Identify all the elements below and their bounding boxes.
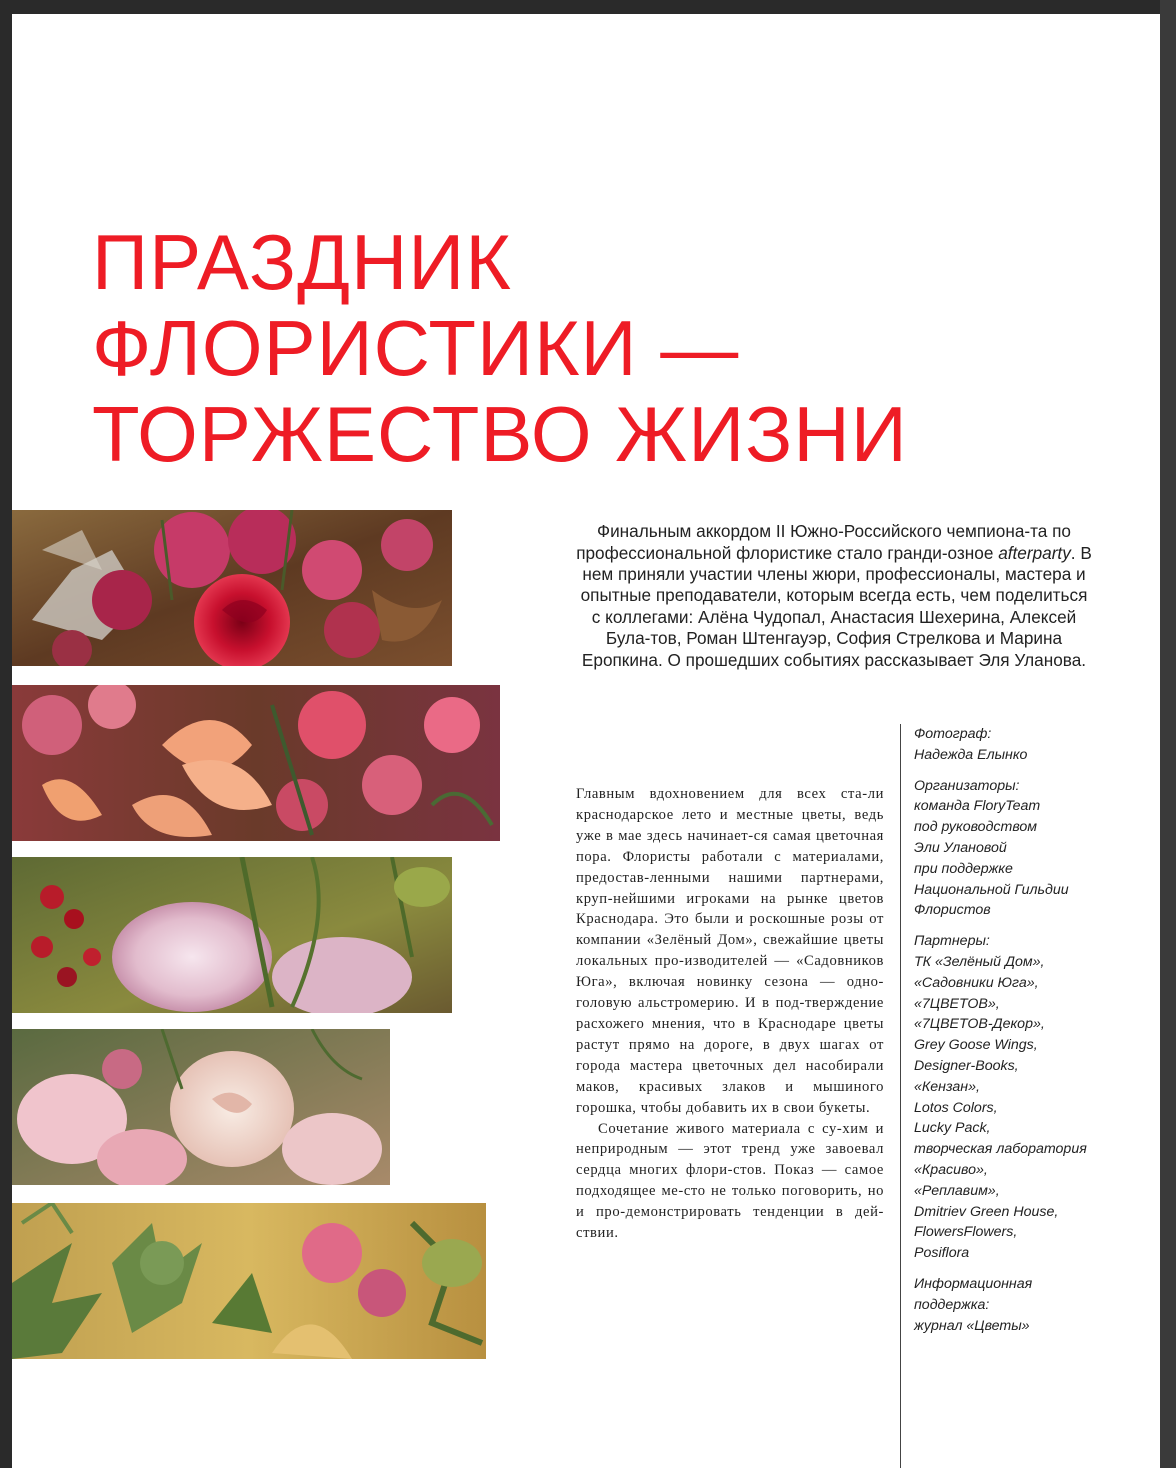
credit-photographer — [914, 724, 1154, 766]
headline-line-3: ТОРЖЕСТВО ЖИЗНИ — [92, 390, 908, 478]
credit-organizers-line: команда FloryTeam — [914, 798, 1041, 815]
credit-info-line: журнал «Цветы» — [914, 1317, 1030, 1334]
credit-info-line: поддержка: — [914, 1296, 990, 1313]
photo-green-thistle-strip — [12, 1203, 486, 1359]
credit-organizers-line: Эли Улановой — [914, 839, 1007, 856]
credit-info-support — [914, 1274, 1154, 1336]
photo-red-rose-strip — [12, 510, 452, 666]
photo-pink-roses-strip — [12, 1029, 390, 1185]
credit-organizers-line: при поддержке — [914, 860, 1013, 877]
body-paragraph-1: Главным вдохновением для всех ста-ли краснодарское лето и местные цветы, ведь уже в мае здесь начинает-ся самая цветочная пора. Флористы работали с материалами, предостав-ленными нашими партнерами, круп-нейшими игроками на рынке цветов Краснодара. Это были и роскошные розы от компании «Зелёный Дом», свежайшие цветы локальных про-изводителей — «Садовников Юга», включая новинку сезона — одно-головую альстромерию. И в под-тверждение расхожего мнения, что в Краснодаре цветы растут прямо на дороге, в двух шагах от города мастера цветочных дел насобирали маков, красивых злаков и мышиного горошка, чтобы добавить их в свои букеты. — [576, 786, 884, 1116]
intro-paragraph — [574, 521, 1094, 671]
photo-peony-berries-strip — [12, 857, 452, 1013]
credit-info-label: Информационная — [914, 1275, 1033, 1292]
credit-partner: ТК «Зелёный Дом», — [914, 953, 1045, 970]
credit-partners — [914, 931, 1154, 1264]
headline-line-1: ПРАЗДНИК — [92, 218, 512, 306]
intro-italic-afterparty: afterparty — [998, 542, 1071, 563]
credit-organizers-label: Организаторы: — [914, 777, 1020, 794]
credit-organizers-line: Флористов — [914, 902, 991, 919]
page-edge-shadow — [1160, 0, 1176, 1468]
credit-organizers-line: под руководством — [914, 819, 1038, 836]
credit-partner: «Реплавим», — [914, 1182, 1000, 1199]
credit-partner: Dmitriev Green House, — [914, 1203, 1059, 1220]
headline-line-2: ФЛОРИСТИКИ — — [92, 304, 740, 392]
credit-partner: Designer-Books, — [914, 1057, 1019, 1074]
credit-partner: «Красиво», — [914, 1161, 988, 1178]
magazine-page — [12, 14, 1160, 1468]
credits-sidebar — [914, 724, 1154, 1346]
credit-partner: Lucky Pack, — [914, 1120, 991, 1137]
column-divider — [900, 724, 901, 1468]
credit-organizers — [914, 776, 1154, 922]
credit-partner: Posiflora — [914, 1245, 970, 1262]
credit-partners-label: Партнеры: — [914, 933, 990, 950]
credit-partner: «7ЦВЕТОВ», — [914, 995, 1000, 1012]
credit-partner: Grey Goose Wings, — [914, 1037, 1038, 1054]
body-paragraph-2: Сочетание живого материала с су-хим и неприродным — этот тренд уже завоевал сердца многих флори-стов. Показ — самое подходящее ме-сто не только поговорить, но и про-демонстрировать тенденции в дей-ствии. — [576, 1120, 884, 1242]
headline — [92, 219, 908, 477]
credit-partner: Lotos Colors, — [914, 1099, 998, 1116]
credit-partner: FlowersFlowers, — [914, 1224, 1018, 1241]
credit-photographer-label: Фотограф: — [914, 726, 992, 742]
credit-partner: «7ЦВЕТОВ-Декор», — [914, 1016, 1045, 1033]
credit-partner: «Садовники Юга», — [914, 974, 1039, 991]
credit-organizers-line: Национальной Гильдии — [914, 881, 1069, 898]
intro-text-2: . В нем приняли участии члены жюри, профессионалы, мастера и опытные преподаватели, которым всегда есть, чем поделиться с коллегами: Алёна Чудопал, Анастасия Шехерина, Алексей Була-тов, Роман Штенгауэр, София Стрелкова и Марина Еропкина. О прошедших событиях рассказывает Эля Уланова. — [580, 542, 1092, 670]
article-body — [576, 784, 884, 1244]
credit-partner: «Кензан», — [914, 1078, 980, 1095]
intro-text-1: Финальным аккордом II Южно-Российского чемпиона-та по профессиональной флористике стало гранди-озное — [576, 521, 1071, 563]
credit-photographer-name: Надежда Елынко — [914, 746, 1028, 763]
photo-peach-lily-strip — [12, 685, 500, 841]
credit-partner: творческая лаборатория — [914, 1141, 1087, 1158]
